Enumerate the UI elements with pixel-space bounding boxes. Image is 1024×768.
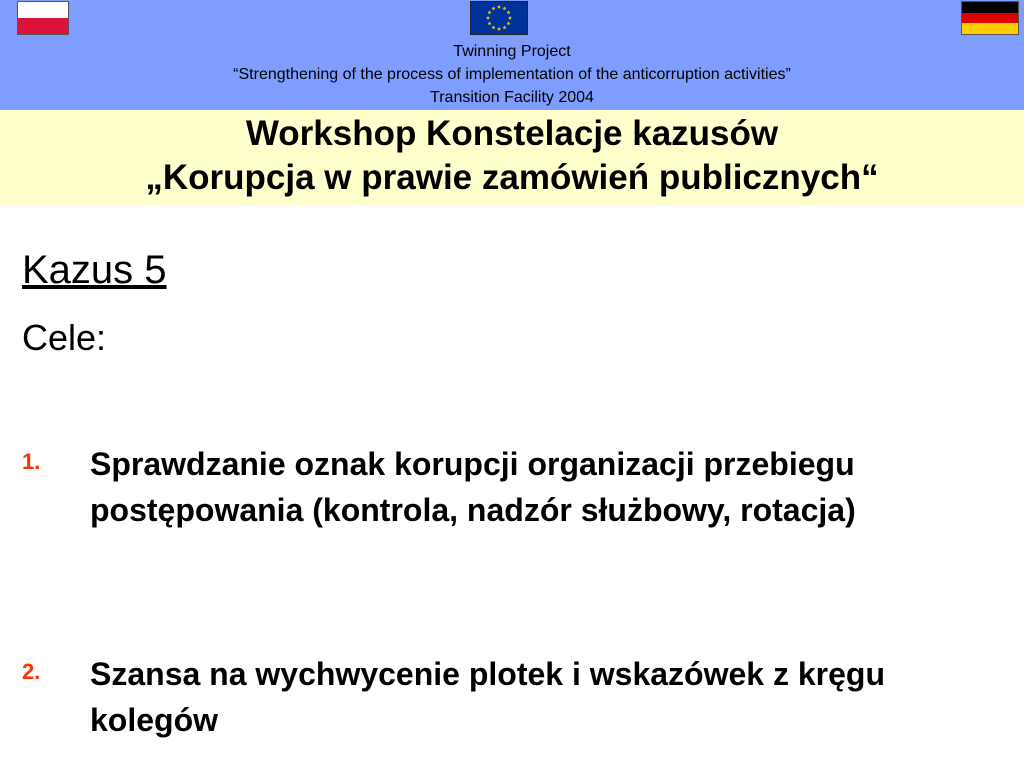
list-item-text: Szansa na wychwycenie plotek i wskazówek z kręgu kolegów bbox=[90, 656, 885, 738]
list-item-text: Sprawdzanie oznak korupcji organizacji przebiegu postępowania (kontrola, nadzór służbowy, rotacja) bbox=[90, 446, 856, 528]
flag-eu-icon bbox=[470, 1, 528, 35]
eu-star-icon bbox=[487, 10, 491, 14]
flag-germany-icon bbox=[961, 1, 1019, 35]
eu-star-icon bbox=[491, 25, 495, 29]
slide-title bbox=[0, 112, 1024, 200]
project-subtitle: “Strengthening of the process of implementation of the anticorruption activities” bbox=[233, 66, 791, 83]
eu-star-icon bbox=[502, 25, 506, 29]
list-item-number: 2. bbox=[22, 659, 41, 684]
project-header bbox=[0, 40, 1024, 109]
eu-star-icon bbox=[508, 16, 512, 20]
eu-star-icon bbox=[486, 16, 490, 20]
eu-star-icon bbox=[506, 10, 510, 14]
eu-star-icon bbox=[502, 6, 506, 10]
slide-title-line2: „Korupcja w prawie zamówień publicznych“ bbox=[145, 158, 879, 197]
eu-star-icon bbox=[491, 6, 495, 10]
eu-star-icon bbox=[497, 27, 501, 31]
project-facility: Transition Facility 2004 bbox=[430, 89, 594, 106]
slide-title-line1: Workshop Konstelacje kazusów bbox=[245, 114, 779, 153]
goals-label: Cele: bbox=[22, 317, 107, 358]
list-item-number: 1. bbox=[22, 449, 41, 474]
project-name: Twinning Project bbox=[453, 43, 571, 60]
case-heading: Kazus 5 bbox=[22, 248, 167, 292]
flag-poland-icon bbox=[17, 1, 69, 35]
eu-star-icon bbox=[506, 21, 510, 25]
eu-star-icon bbox=[487, 21, 491, 25]
eu-star-icon bbox=[497, 5, 501, 9]
